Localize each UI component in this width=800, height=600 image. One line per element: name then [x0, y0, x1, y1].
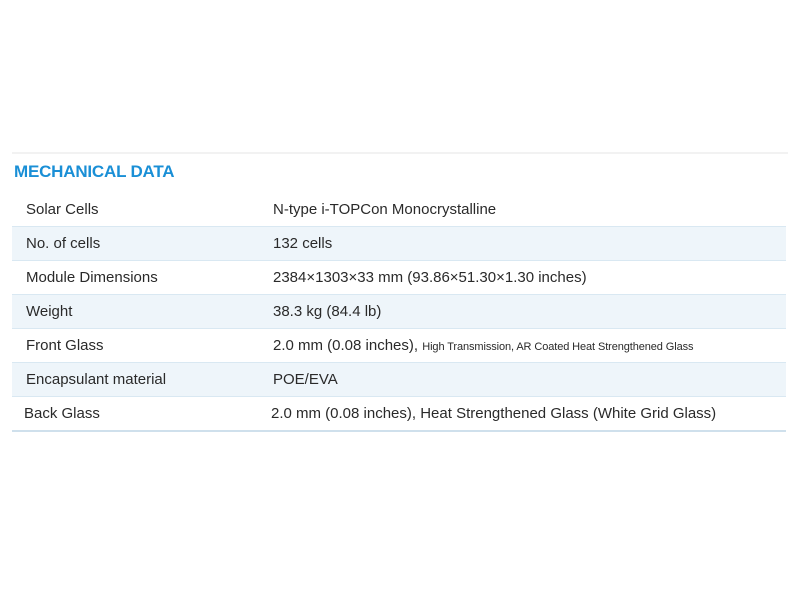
table-row-weight	[12, 295, 786, 329]
row-label: Front Glass	[26, 337, 104, 354]
row-label: Solar Cells	[26, 201, 99, 218]
table-row-solar-cells	[12, 193, 786, 227]
row-value: POE/EVA	[273, 371, 338, 388]
row-label: Encapsulant material	[26, 371, 167, 388]
row-value: 2.0 mm (0.08 inches), Heat Strengthened Glass (White Grid Glass)	[271, 405, 717, 422]
table-row-front-glass	[12, 329, 786, 363]
row-value: 132 cells	[273, 235, 333, 252]
table-row-module-dimensions	[12, 261, 786, 295]
row-label: Module Dimensions	[26, 269, 158, 286]
table-row-back-glass	[12, 397, 786, 432]
row-value: 38.3 kg (84.4 lb)	[273, 303, 382, 320]
row-value-note: High Transmission, AR Coated Heat Strengthened Glass	[422, 341, 694, 353]
section-title: MECHANICAL DATA	[14, 162, 175, 181]
table-row-no-of-cells	[12, 227, 786, 261]
row-label: Weight	[26, 303, 73, 320]
row-value	[273, 337, 693, 354]
row-value: 2384×1303×33 mm (93.86×51.30×1.30 inches)	[273, 269, 587, 286]
spec-table	[12, 193, 786, 432]
row-label: No. of cells	[26, 235, 101, 252]
row-value: N-type i-TOPCon Monocrystalline	[273, 201, 497, 218]
row-value-main: 2.0 mm (0.08 inches),	[273, 337, 419, 354]
section-top-divider	[12, 152, 788, 154]
row-label: Back Glass	[24, 405, 100, 422]
table-row-encapsulant-material	[12, 363, 786, 397]
